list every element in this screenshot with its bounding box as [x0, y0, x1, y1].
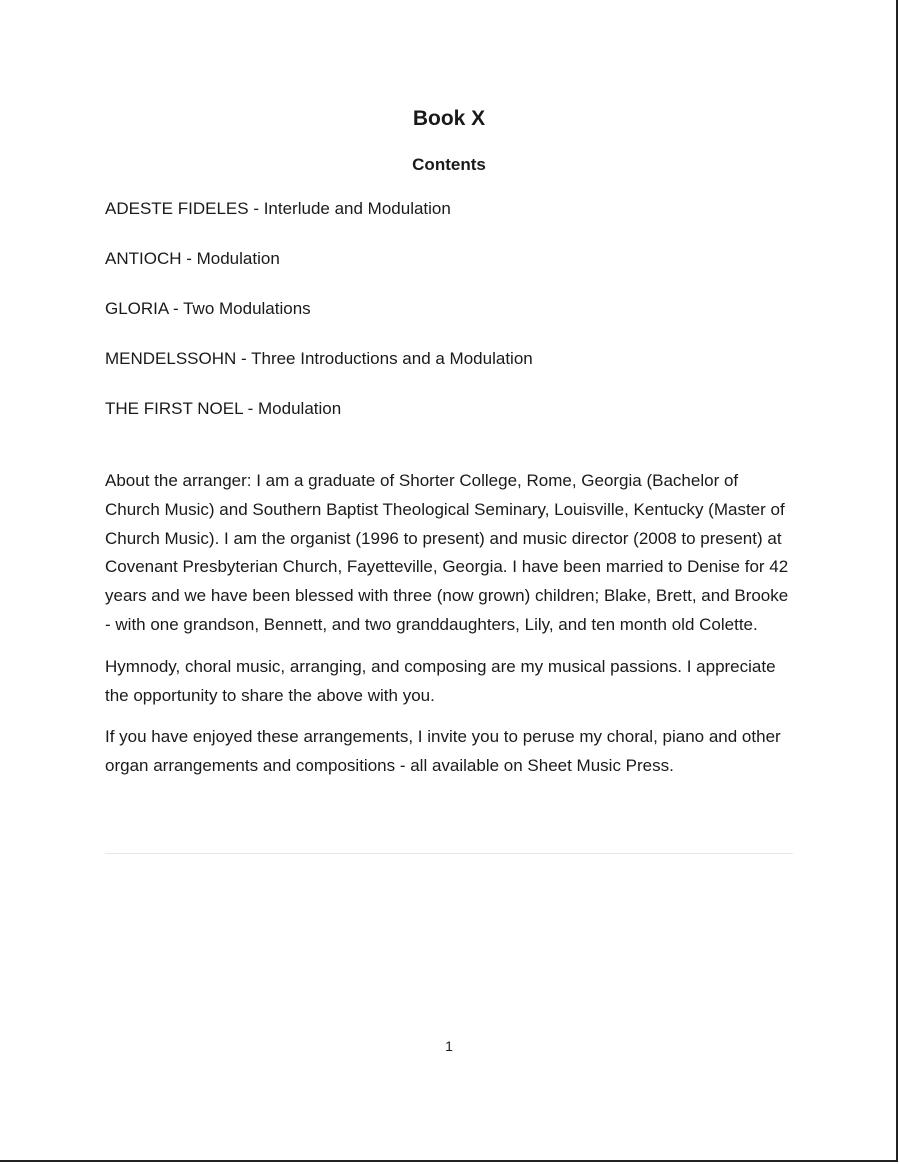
about-arranger-paragraph: About the arranger: I am a graduate of Shorter College, Rome, Georgia (Bachelor of Church Music) and Southern Baptist Theological Seminary, Louisville, Kentucky (Master of Church Music). I am the organist (1996 to present) and music director (2008 to present) at Covenant Presbyterian Church, Fayetteville, Georgia. I have been married to Denise for 42 years and we have been blessed with three (now grown) children; Blake, Brett, and Brooke - with one grandson, Bennett, and two granddaughters, Lily, and ten month old Colette. — [105, 471, 789, 634]
page-number: 1 — [445, 1038, 453, 1054]
page-title: Book X — [412, 107, 486, 130]
contents-item-gloria: GLORIA - Two Modulations — [105, 299, 311, 318]
contents-item-mendelssohn: MENDELSSOHN - Three Introductions and a Modulation — [105, 349, 533, 368]
passions-paragraph: Hymnody, choral music, arranging, and composing are my musical passions. I appreciate the opportunity to share the above with you. — [105, 656, 776, 705]
contents-item-adeste-fideles: ADESTE FIDELES - Interlude and Modulation — [105, 199, 451, 218]
about-section — [105, 467, 793, 794]
contents-list — [105, 198, 533, 448]
divider-line — [105, 853, 793, 854]
closing-paragraph: If you have enjoyed these arrangements, I invite you to peruse my choral, piano and other organ arrangements and compositions - all available on Sheet Music Press. — [105, 727, 781, 776]
contents-item-antioch: ANTIOCH - Modulation — [105, 249, 280, 268]
contents-heading: Contents — [412, 155, 486, 174]
contents-item-first-noel: THE FIRST NOEL - Modulation — [105, 399, 342, 418]
